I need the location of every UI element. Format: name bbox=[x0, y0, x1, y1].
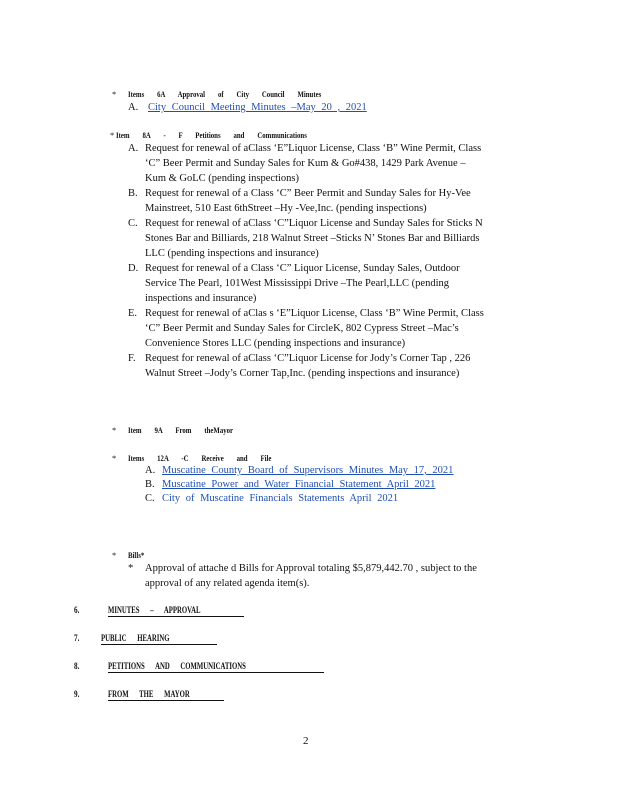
item-line: Request for renewal of aClas s ‘E”Liquor License, Class ‘B” Wine Permit, Class bbox=[145, 308, 484, 319]
item-line: Request for renewal of a Class ‘C” Beer Permit and Sunday Sales for Hy-Vee bbox=[145, 188, 471, 199]
section-number: 6. bbox=[74, 605, 80, 615]
bullet-marker: * bbox=[112, 425, 117, 435]
items-6a-heading: Items 6A Approval of City Council Minutes bbox=[128, 89, 322, 99]
item-label: F. bbox=[128, 353, 136, 364]
section-title: MINUTES – APPROVAL bbox=[108, 605, 201, 615]
supervisors-minutes-link[interactable]: Muscatine County Board of Supervisors Minutes May 17, 2021 bbox=[162, 465, 454, 476]
list-item bbox=[145, 477, 435, 492]
section-title: PUBLIC HEARING bbox=[101, 633, 170, 643]
item-label: B. bbox=[145, 479, 155, 490]
item-text bbox=[145, 261, 543, 306]
item-label: A. bbox=[128, 143, 139, 154]
item-line: inspections and insurance) bbox=[145, 293, 257, 304]
item-line: Request for renewal of a Class ‘C” Liquor License, Sunday Sales, Outdoor bbox=[145, 263, 460, 274]
list-item bbox=[145, 463, 453, 478]
list-item bbox=[145, 491, 398, 506]
item-text bbox=[145, 306, 543, 351]
item-text bbox=[145, 186, 543, 216]
minutes-link[interactable]: City Council Meeting Minutes –May 20 , 2021 bbox=[148, 102, 367, 113]
item-label: B. bbox=[128, 188, 138, 199]
item-line: LLC (pending inspections and insurance) bbox=[145, 248, 319, 259]
item-line: Approval of attache d Bills for Approval totaling $5,879,442.70 , subject to the bbox=[145, 563, 477, 574]
item-label: A. bbox=[145, 465, 156, 476]
item-text bbox=[145, 216, 543, 261]
items-12a-c-heading: Items 12A -C Receive and File bbox=[128, 453, 272, 463]
item-line: Stones Bar and Billiards, 218 Walnut Street –Sticks N’ Stones Bar and Billiards bbox=[145, 233, 480, 244]
divider bbox=[108, 616, 244, 617]
section-number: 8. bbox=[74, 661, 80, 671]
list-item bbox=[128, 100, 367, 115]
item-line: Request for renewal of aClass ‘C”Liquor License for Jody’s Corner Tap , 226 bbox=[145, 353, 471, 364]
item-line: ‘C” Beer Permit and Sunday Sales for CircleK, 802 Cypress Street –Mac’s bbox=[145, 323, 459, 334]
item-text bbox=[145, 561, 543, 591]
divider bbox=[108, 700, 224, 701]
item-line: Mainstreet, 510 East 6thStreet –Hy -Vee,Inc. (pending inspections) bbox=[145, 203, 427, 214]
item-text bbox=[145, 351, 543, 381]
item-label: C. bbox=[128, 218, 138, 229]
item-line: Kum & GoLC (pending inspections) bbox=[145, 173, 299, 184]
item-line: Walnut Street –Jody’s Corner Tap,Inc. (pending inspections and insurance) bbox=[145, 368, 460, 379]
item-line: Request for renewal of aClass ‘C”Liquor License and Sunday Sales for Sticks N bbox=[145, 218, 483, 229]
section-number: 7. bbox=[74, 633, 80, 643]
item-line: Service The Pearl, 101West Mississippi Drive –The Pearl,LLC (pending bbox=[145, 278, 449, 289]
bullet-marker: * bbox=[112, 453, 117, 463]
item-text bbox=[145, 141, 543, 186]
item-8a-f-heading: Item 8A - F Petitions and Communications bbox=[116, 130, 307, 140]
item-label: A. bbox=[128, 102, 139, 113]
item-label: C. bbox=[145, 493, 155, 504]
item-line: ‘C” Beer Permit and Sunday Sales for Kum & Go#438, 1429 Park Avenue – bbox=[145, 158, 466, 169]
item-9a-heading: Item 9A From theMayor bbox=[128, 425, 234, 435]
power-water-statement-link[interactable]: Muscatine Power and Water Financial Statement April 2021 bbox=[162, 479, 436, 490]
divider bbox=[108, 672, 324, 673]
bullet-marker: * bbox=[112, 550, 117, 560]
bills-heading: Bills* bbox=[128, 550, 145, 560]
bullet-marker: * bbox=[112, 89, 117, 99]
city-financials-link[interactable]: City of Muscatine Financials Statements April 2021 bbox=[162, 493, 399, 504]
page-number: 2 bbox=[303, 735, 309, 747]
section-number: 9. bbox=[74, 689, 80, 699]
divider bbox=[101, 644, 217, 645]
item-line: approval of any related agenda item(s). bbox=[145, 578, 310, 589]
section-title: PETITIONS AND COMMUNICATIONS bbox=[108, 661, 246, 671]
item-label: * bbox=[128, 563, 134, 574]
section-title: FROM THE MAYOR bbox=[108, 689, 190, 699]
item-label: E. bbox=[128, 308, 138, 319]
item-label: D. bbox=[128, 263, 139, 274]
item-line: Convenience Stores LLC (pending inspections and insurance) bbox=[145, 338, 406, 349]
item-line: Request for renewal of aClass ‘E”Liquor License, Class ‘B” Wine Permit, Class bbox=[145, 143, 482, 154]
bullet-marker: * bbox=[110, 130, 115, 140]
